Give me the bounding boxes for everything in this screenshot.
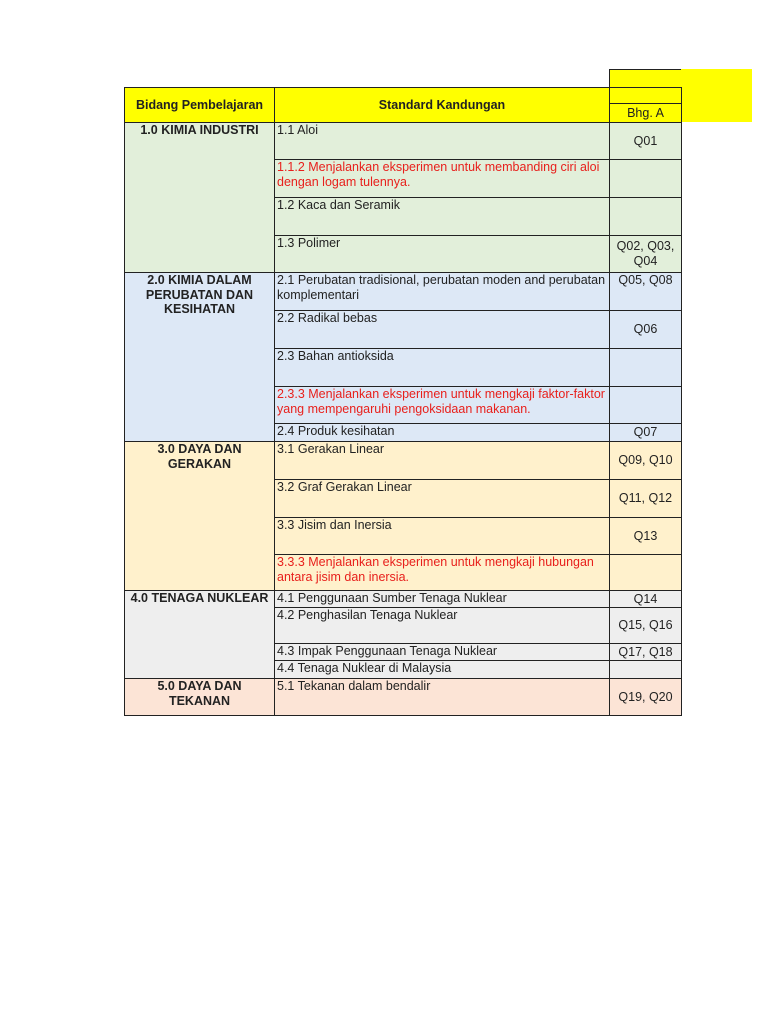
standard-text: 1.3 Polimer [277,236,341,250]
question-cell [609,310,682,349]
question-cell [609,348,682,387]
question-cell [609,235,682,273]
question-cell [609,660,682,679]
standard-text: 3.3 Jisim dan Inersia [277,518,392,532]
header-area [124,87,275,123]
question-text: Q01 [633,133,658,148]
area-cell [124,441,275,591]
area-cell [124,678,275,716]
standard-text: 1.1.2 Menjalankan eksperimen untuk membanding ciri aloi dengan logam tulennya. [277,160,600,189]
standard-text: 2.2 Radikal bebas [277,311,378,325]
standard-cell [274,643,610,661]
area-label: 5.0 DAYA DAN TEKANAN [157,679,242,708]
area-label: 1.0 KIMIA INDUSTRI [140,123,259,137]
standard-cell [274,386,610,424]
area-label: 4.0 TENAGA NUKLEAR [130,591,269,605]
question-cell [609,159,682,198]
standard-cell [274,554,610,591]
header-standard [274,87,610,123]
area-cell [124,122,275,273]
question-text: Q11, Q12 [618,491,673,505]
standard-cell [274,235,610,273]
question-cell [609,197,682,236]
question-cell [609,479,682,518]
header-section [609,103,682,123]
standard-cell [274,122,610,160]
question-cell [609,607,682,644]
standard-text: 2.4 Produk kesihatan [277,424,395,438]
question-text: Q06 [633,322,658,336]
question-text: Q15, Q16 [618,618,673,632]
question-text: Q07 [633,425,658,439]
question-text: Q05, Q08 [618,273,673,287]
question-cell [609,643,682,661]
header-standard-label: Standard Kandungan [378,98,506,112]
question-cell [609,554,682,591]
standard-cell [274,348,610,387]
question-cell [609,423,682,442]
standard-cell [274,517,610,555]
question-text: Q14 [633,591,658,606]
question-cell [609,441,682,480]
standard-text: 4.1 Penggunaan Sumber Tenaga Nuklear [277,591,507,605]
question-cell [609,517,682,555]
header-block-rule [609,69,681,70]
standard-text: 1.2 Kaca dan Seramik [277,198,400,212]
header-area-label: Bidang Pembelajaran [135,98,264,112]
standard-cell [274,159,610,198]
standard-cell [274,441,610,480]
standard-cell [274,660,610,679]
question-cell [609,678,682,716]
standard-text: 3.1 Gerakan Linear [277,442,385,456]
standard-text: 4.4 Tenaga Nuklear di Malaysia [277,661,452,675]
header-section-spacer [609,87,682,104]
question-text: Q13 [633,528,658,543]
standard-text: 1.1 Aloi [277,123,319,137]
question-text: Q17, Q18 [618,644,673,659]
standard-text: 4.3 Impak Penggunaan Tenaga Nuklear [277,644,498,658]
standard-cell [274,479,610,518]
standard-text: 3.3.3 Menjalankan eksperimen untuk mengkaji hubungan antara jisim dan inersia. [277,555,594,584]
standard-text: 2.3 Bahan antioksida [277,349,394,363]
area-cell [124,590,275,679]
standard-cell [274,423,610,442]
standard-cell [274,272,610,311]
standard-cell [274,197,610,236]
question-text: Q19, Q20 [618,689,673,704]
area-label: 3.0 DAYA DAN GERAKAN [157,442,242,471]
standard-text: 5.1 Tekanan dalam bendalir [277,679,431,693]
header-block-rule [609,69,610,88]
standard-text: 4.2 Penghasilan Tenaga Nuklear [277,608,458,622]
standard-cell [274,607,610,644]
standard-cell [274,678,610,716]
question-cell [609,386,682,424]
standard-text: 2.3.3 Menjalankan eksperimen untuk mengkaji faktor-faktor yang mempengaruhi pengoksidaan makanan. [277,387,605,416]
standard-cell [274,310,610,349]
question-cell [609,590,682,608]
question-cell [609,272,682,311]
standard-text: 3.2 Graf Gerakan Linear [277,480,412,494]
question-cell [609,122,682,160]
question-text: Q02, Q03, Q04 [616,239,675,268]
question-text: Q09, Q10 [618,453,673,467]
standard-text: 2.1 Perubatan tradisional, perubatan moden and perubatan komplementari [277,273,606,302]
area-cell [124,272,275,442]
area-label: 2.0 KIMIA DALAM PERUBATAN DAN KESIHATAN [145,273,254,316]
header-section-label: Bhg. A [627,105,664,120]
standard-cell [274,590,610,608]
